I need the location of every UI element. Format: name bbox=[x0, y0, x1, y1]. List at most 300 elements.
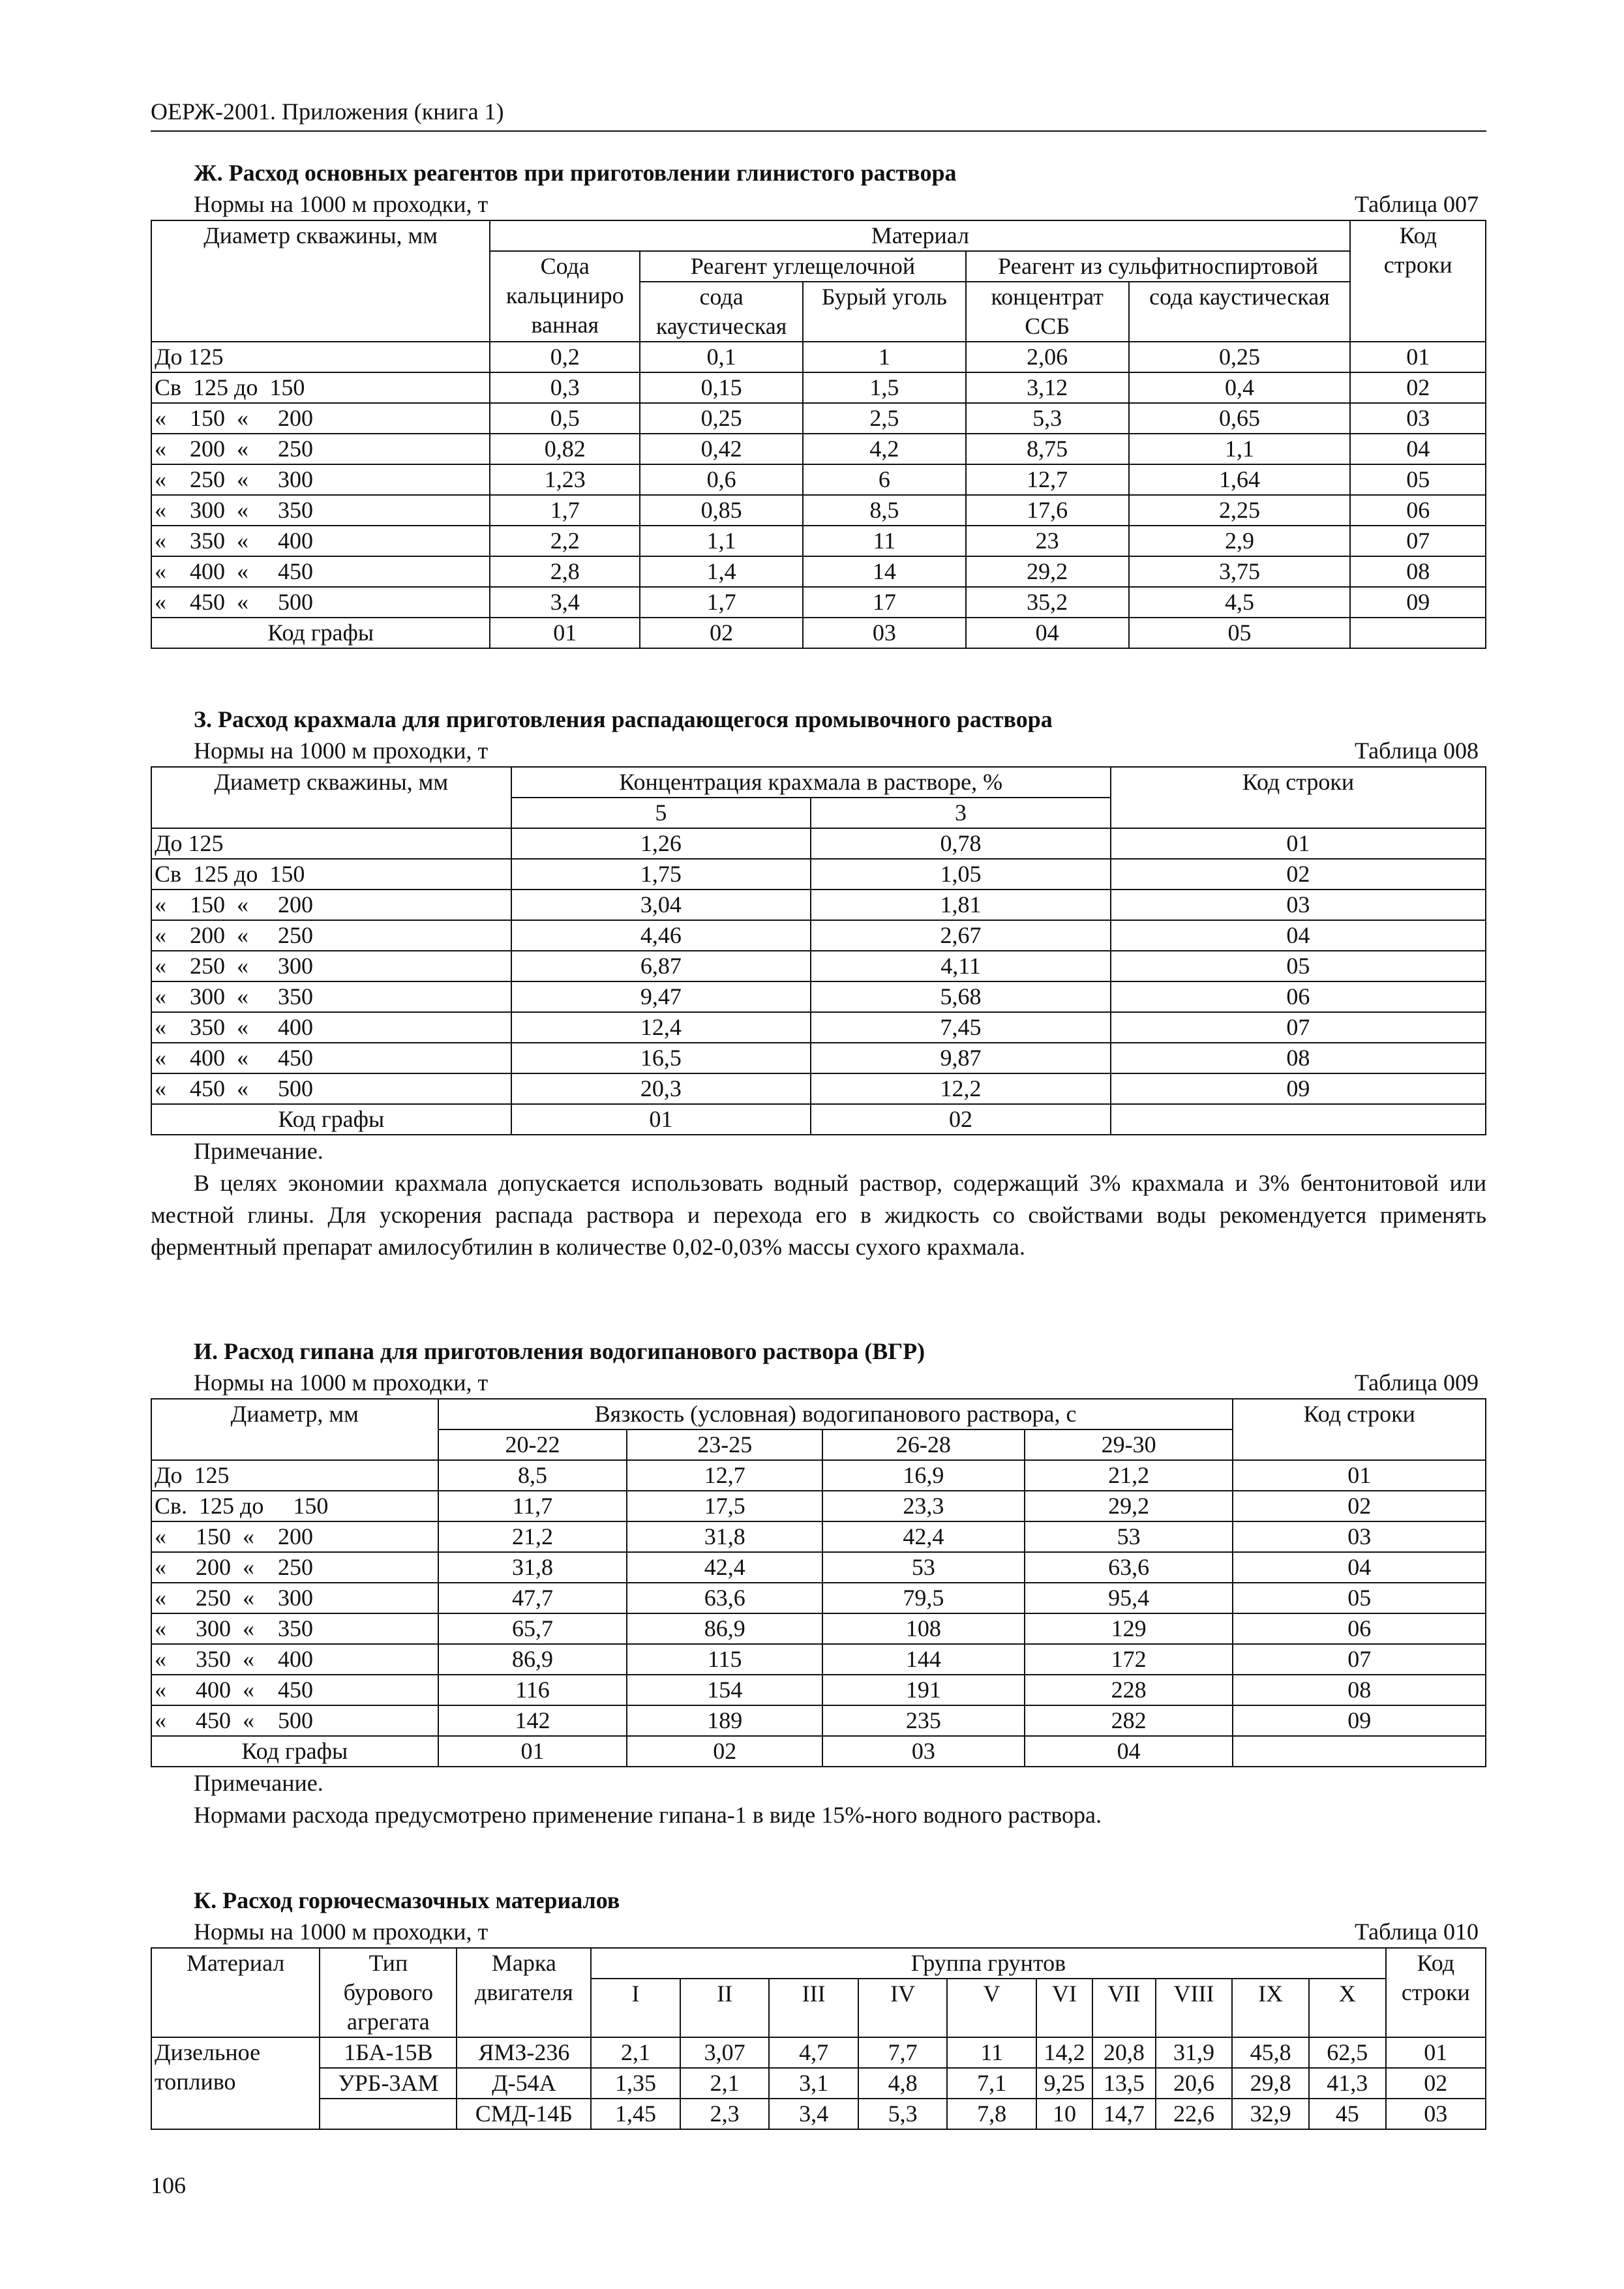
header-cell: Диаметр, мм bbox=[151, 1399, 438, 1460]
table-cell: 2,67 bbox=[811, 920, 1111, 951]
table-cell: 02 bbox=[1350, 372, 1486, 403]
table-cell: 0,6 bbox=[640, 464, 803, 495]
note-block bbox=[151, 1767, 1486, 1831]
norms-label: Нормы на 1000 м проходки, т bbox=[194, 1919, 489, 1945]
row-label-cell: « 250 « 300 bbox=[151, 951, 511, 981]
table-cell: 04 bbox=[966, 618, 1129, 648]
table-cell: 35,2 bbox=[966, 587, 1129, 618]
table-row bbox=[151, 1644, 1486, 1675]
header-cell: 26-28 bbox=[822, 1429, 1025, 1460]
table-cell: 9,47 bbox=[511, 981, 811, 1012]
table-cell: 4,2 bbox=[803, 434, 966, 464]
row-label-cell: « 200 « 250 bbox=[151, 920, 511, 951]
table-cell: 20,6 bbox=[1156, 2068, 1233, 2099]
row-label-cell: Св. 125 до 150 bbox=[151, 1491, 438, 1521]
table-cell: 4,5 bbox=[1129, 587, 1351, 618]
table-cell: 154 bbox=[627, 1675, 822, 1705]
table-cell: 21,2 bbox=[1025, 1460, 1233, 1491]
header-cell: Код строки bbox=[1350, 220, 1486, 342]
table-cell: 2,1 bbox=[680, 2068, 770, 2099]
table-cell: СМД-14Б bbox=[457, 2099, 591, 2129]
table-cell: 12,7 bbox=[627, 1460, 822, 1491]
table-cell: 0,15 bbox=[640, 372, 803, 403]
header-cell: Диаметр скважины, мм bbox=[151, 767, 511, 828]
table-cell: 235 bbox=[822, 1705, 1025, 1736]
table-cell: 191 bbox=[822, 1675, 1025, 1705]
row-label-cell: « 450 « 500 bbox=[151, 1073, 511, 1104]
table-cell: 53 bbox=[822, 1552, 1025, 1583]
table-cell: 03 bbox=[822, 1736, 1025, 1767]
table-cell: 2,9 bbox=[1129, 526, 1351, 556]
table-cell: 172 bbox=[1025, 1644, 1233, 1675]
row-label-cell: До 125 bbox=[151, 828, 511, 859]
table-row bbox=[151, 1675, 1486, 1705]
header-cell: Концентрация крахмала в растворе, % bbox=[511, 767, 1111, 798]
table-cell: 1БА-15В bbox=[320, 2037, 457, 2068]
table-cell: 12,4 bbox=[511, 1012, 811, 1043]
footer-row bbox=[151, 1736, 1486, 1767]
section-subtitle-row bbox=[151, 1367, 1486, 1398]
row-label-cell: Св 125 до 150 bbox=[151, 859, 511, 890]
table-cell: 9,87 bbox=[811, 1043, 1111, 1073]
header-cell: Код строки bbox=[1111, 767, 1486, 828]
table-cell: 1,23 bbox=[490, 464, 640, 495]
table-row bbox=[151, 1705, 1486, 1736]
table-cell: 7,8 bbox=[947, 2099, 1036, 2129]
table-cell: 0,3 bbox=[490, 372, 640, 403]
header-cell: Материал bbox=[151, 1948, 320, 2037]
table-cell: 06 bbox=[1111, 981, 1486, 1012]
table-cell: 14,7 bbox=[1092, 2099, 1156, 2129]
table-row bbox=[151, 1583, 1486, 1613]
table-cell: 45 bbox=[1309, 2099, 1386, 2129]
header-cell: Вязкость (условная) водогипанового раствора, с bbox=[438, 1399, 1233, 1429]
table-cell: 1,35 bbox=[591, 2068, 680, 2099]
table-cell: 1,1 bbox=[1129, 434, 1351, 464]
table-cell: 4,11 bbox=[811, 951, 1111, 981]
section-z bbox=[151, 704, 1486, 1263]
table-cell: 95,4 bbox=[1025, 1583, 1233, 1613]
table-cell: 0,85 bbox=[640, 495, 803, 526]
table-cell: 08 bbox=[1111, 1043, 1486, 1073]
table-cell: 05 bbox=[1129, 618, 1351, 648]
table-cell: 8,5 bbox=[803, 495, 966, 526]
table-cell: 31,9 bbox=[1156, 2037, 1233, 2068]
table-row bbox=[151, 587, 1486, 618]
table-cell: 02 bbox=[627, 1736, 822, 1767]
header-cell: Код строки bbox=[1233, 1399, 1486, 1460]
table-cell: 7,1 bbox=[947, 2068, 1036, 2099]
section-subtitle-row bbox=[151, 735, 1486, 766]
table-row bbox=[151, 434, 1486, 464]
row-label-cell: Код графы bbox=[151, 1104, 511, 1135]
table-cell: 29,2 bbox=[966, 556, 1129, 587]
table-cell: 2,25 bbox=[1129, 495, 1351, 526]
table-cell: 08 bbox=[1233, 1675, 1486, 1705]
row-label-cell: « 300 « 350 bbox=[151, 981, 511, 1012]
table-cell: 79,5 bbox=[822, 1583, 1025, 1613]
table-cell: 02 bbox=[1111, 859, 1486, 890]
row-label-cell: « 400 « 450 bbox=[151, 556, 490, 587]
header-cell: Реагент из сульфитноспиртовой bbox=[966, 251, 1351, 282]
row-label-cell: « 150 « 200 bbox=[151, 890, 511, 920]
row-label-cell: « 350 « 400 bbox=[151, 1644, 438, 1675]
row-label-cell: « 200 « 250 bbox=[151, 1552, 438, 1583]
table-cell: 0,2 bbox=[490, 342, 640, 372]
table-cell: 3,12 bbox=[966, 372, 1129, 403]
header-cell: 23-25 bbox=[627, 1429, 822, 1460]
table-cell bbox=[1350, 618, 1486, 648]
table-number: Таблица 008 bbox=[1355, 738, 1479, 764]
table-cell: 2,2 bbox=[490, 526, 640, 556]
table-cell: 01 bbox=[490, 618, 640, 648]
table-cell: 0,82 bbox=[490, 434, 640, 464]
table-cell: 01 bbox=[438, 1736, 627, 1767]
table-cell: 05 bbox=[1233, 1583, 1486, 1613]
table-row bbox=[151, 828, 1486, 859]
table-cell: 6,87 bbox=[511, 951, 811, 981]
table-row bbox=[151, 342, 1486, 372]
table-number: Таблица 007 bbox=[1355, 191, 1479, 217]
table-cell: 41,3 bbox=[1309, 2068, 1386, 2099]
table-cell: 0,42 bbox=[640, 434, 803, 464]
table-cell: 14,2 bbox=[1036, 2037, 1092, 2068]
table-cell: 8,75 bbox=[966, 434, 1129, 464]
table-row bbox=[151, 556, 1486, 587]
table-cell: 02 bbox=[1233, 1491, 1486, 1521]
header-cell: Бурый уголь bbox=[803, 282, 966, 342]
table-cell: 142 bbox=[438, 1705, 627, 1736]
table-cell: 62,5 bbox=[1309, 2037, 1386, 2068]
table-cell: 31,8 bbox=[627, 1521, 822, 1552]
table-cell: 1,75 bbox=[511, 859, 811, 890]
table-cell: 3,4 bbox=[769, 2099, 858, 2129]
table-cell: 03 bbox=[1111, 890, 1486, 920]
table-cell: 04 bbox=[1111, 920, 1486, 951]
table-cell bbox=[320, 2099, 457, 2129]
table-cell: 03 bbox=[1350, 403, 1486, 434]
header-cell: VII bbox=[1092, 1979, 1156, 2037]
table-cell: 4,8 bbox=[858, 2068, 948, 2099]
section-subtitle-row bbox=[151, 1916, 1486, 1947]
table-007 bbox=[151, 220, 1486, 649]
header-cell: Диаметр скважины, мм bbox=[151, 220, 490, 342]
header-cell: сода каустическая bbox=[1129, 282, 1351, 342]
table-cell: 228 bbox=[1025, 1675, 1233, 1705]
row-label-cell: « 200 « 250 bbox=[151, 434, 490, 464]
table-cell: 6 bbox=[803, 464, 966, 495]
table-cell: 1,64 bbox=[1129, 464, 1351, 495]
table-cell: 3,75 bbox=[1129, 556, 1351, 587]
header-cell: 3 bbox=[811, 798, 1111, 828]
table-number: Таблица 009 bbox=[1355, 1369, 1479, 1396]
table-cell: 06 bbox=[1350, 495, 1486, 526]
section-k bbox=[151, 1885, 1486, 2130]
table-009 bbox=[151, 1398, 1486, 1767]
table-row bbox=[151, 1012, 1486, 1043]
table-cell: 31,8 bbox=[438, 1552, 627, 1583]
table-cell: 1,5 bbox=[803, 372, 966, 403]
table-cell: 1,4 bbox=[640, 556, 803, 587]
table-cell: 04 bbox=[1350, 434, 1486, 464]
table-cell: 11,7 bbox=[438, 1491, 627, 1521]
table-cell: 2,8 bbox=[490, 556, 640, 587]
table-cell: 63,6 bbox=[627, 1583, 822, 1613]
table-cell: 04 bbox=[1233, 1552, 1486, 1583]
table-cell: 20,8 bbox=[1092, 2037, 1156, 2068]
table-row bbox=[151, 1073, 1486, 1104]
row-label-cell: « 400 « 450 bbox=[151, 1675, 438, 1705]
row-label-cell: Код графы bbox=[151, 618, 490, 648]
page-number: 106 bbox=[151, 2172, 186, 2198]
table-cell: 65,7 bbox=[438, 1613, 627, 1644]
table-row bbox=[151, 526, 1486, 556]
table-cell: 07 bbox=[1111, 1012, 1486, 1043]
section-zh bbox=[151, 157, 1486, 649]
row-label-cell: « 450 « 500 bbox=[151, 587, 490, 618]
row-label-cell: Код графы bbox=[151, 1736, 438, 1767]
header-rule bbox=[151, 130, 1486, 132]
section-title: Ж. Расход основных реагентов при приготовлении глинистого раствора bbox=[194, 160, 957, 186]
table-cell: 16,9 bbox=[822, 1460, 1025, 1491]
table-cell: 09 bbox=[1233, 1705, 1486, 1736]
row-label-cell: До 125 bbox=[151, 1460, 438, 1491]
table-cell: 4,46 bbox=[511, 920, 811, 951]
table-cell: 3,04 bbox=[511, 890, 811, 920]
table-cell: 3,4 bbox=[490, 587, 640, 618]
table-cell: 9,25 bbox=[1036, 2068, 1092, 2099]
table-cell: 42,4 bbox=[627, 1552, 822, 1583]
table-row bbox=[151, 1460, 1486, 1491]
table-008 bbox=[151, 766, 1486, 1135]
table-cell: 17,6 bbox=[966, 495, 1129, 526]
table-cell: 01 bbox=[1350, 342, 1486, 372]
table-cell: 4,7 bbox=[769, 2037, 858, 2068]
table-cell: 0,4 bbox=[1129, 372, 1351, 403]
running-header: ОЕРЖ-2001. Приложения (книга 1) bbox=[151, 98, 504, 125]
row-label-cell: « 450 « 500 bbox=[151, 1705, 438, 1736]
table-cell: 7,45 bbox=[811, 1012, 1111, 1043]
table-cell: 129 bbox=[1025, 1613, 1233, 1644]
table-cell: 42,4 bbox=[822, 1521, 1025, 1552]
table-row bbox=[151, 859, 1486, 890]
header-cell: V bbox=[947, 1979, 1036, 2037]
row-label-cell: До 125 bbox=[151, 342, 490, 372]
table-cell: 144 bbox=[822, 1644, 1025, 1675]
header-cell: Группа грунтов bbox=[591, 1948, 1385, 1979]
table-cell bbox=[1233, 1736, 1486, 1767]
table-cell: 11 bbox=[803, 526, 966, 556]
note-text: Нормами расхода предусмотрено применение гипана-1 в виде 15%-ного водного раствора. bbox=[194, 1802, 1102, 1828]
table-cell: 06 bbox=[1233, 1613, 1486, 1644]
header-cell: VI bbox=[1036, 1979, 1092, 2037]
row-label-cell: « 150 « 200 bbox=[151, 403, 490, 434]
table-row bbox=[151, 890, 1486, 920]
table-cell: 20,3 bbox=[511, 1073, 811, 1104]
section-title: К. Расход горючесмазочных материалов bbox=[194, 1887, 620, 1913]
table-cell: 3,07 bbox=[680, 2037, 770, 2068]
section-i bbox=[151, 1336, 1486, 1831]
table-cell: 63,6 bbox=[1025, 1552, 1233, 1583]
section-subtitle-row bbox=[151, 188, 1486, 220]
table-cell: 0,78 bbox=[811, 828, 1111, 859]
table-cell: 05 bbox=[1350, 464, 1486, 495]
table-cell: 1 bbox=[803, 342, 966, 372]
row-label-cell: « 250 « 300 bbox=[151, 464, 490, 495]
header-cell: II bbox=[680, 1979, 770, 2037]
table-cell: 10 bbox=[1036, 2099, 1092, 2129]
table-cell: 1,05 bbox=[811, 859, 1111, 890]
note-text: В целях экономии крахмала допускается использовать водный раствор, содержащий 3% крахмала и 3% бентонитовой или местной глины. Для ускорения распада раствора и перехода его в жидкость со свойствами воды рекомендуется применять ферментный препарат амилосубтилин в количестве 0,02-0,03% массы сухого крахмала. bbox=[151, 1170, 1486, 1260]
table-cell: 09 bbox=[1111, 1073, 1486, 1104]
row-label-cell: « 250 « 300 bbox=[151, 1583, 438, 1613]
table-cell: 189 bbox=[627, 1705, 822, 1736]
table-row bbox=[151, 1491, 1486, 1521]
table-cell: 1,1 bbox=[640, 526, 803, 556]
table-cell: 01 bbox=[1386, 2037, 1486, 2068]
table-cell: 11 bbox=[947, 2037, 1036, 2068]
table-cell: 5,68 bbox=[811, 981, 1111, 1012]
table-cell: 2,06 bbox=[966, 342, 1129, 372]
table-cell: 01 bbox=[1233, 1460, 1486, 1491]
header-cell: концентрат ССБ bbox=[966, 282, 1129, 342]
table-cell: 1,26 bbox=[511, 828, 811, 859]
table-cell: 2,3 bbox=[680, 2099, 770, 2129]
table-row bbox=[151, 1043, 1486, 1073]
header-cell: Код строки bbox=[1386, 1948, 1486, 2037]
table-cell: 01 bbox=[511, 1104, 811, 1135]
table-row bbox=[151, 1613, 1486, 1644]
table-row bbox=[151, 495, 1486, 526]
header-cell: Сода кальциниро ванная bbox=[490, 251, 640, 342]
table-cell: 32,9 bbox=[1232, 2099, 1309, 2129]
table-cell: 0,25 bbox=[640, 403, 803, 434]
header-cell: Марка двигателя bbox=[457, 1948, 591, 2037]
table-cell: 1,45 bbox=[591, 2099, 680, 2129]
row-label-cell: « 350 « 400 bbox=[151, 1012, 511, 1043]
table-010 bbox=[151, 1947, 1486, 2130]
table-cell: 47,7 bbox=[438, 1583, 627, 1613]
table-row bbox=[151, 372, 1486, 403]
table-cell: 03 bbox=[1386, 2099, 1486, 2129]
table-cell: 03 bbox=[803, 618, 966, 648]
table-cell: 0,1 bbox=[640, 342, 803, 372]
table-cell: 14 bbox=[803, 556, 966, 587]
header-cell: VIII bbox=[1156, 1979, 1233, 2037]
header-cell: IX bbox=[1232, 1979, 1309, 2037]
table-cell: 16,5 bbox=[511, 1043, 811, 1073]
row-label-cell: « 400 « 450 bbox=[151, 1043, 511, 1073]
note-label: Примечание. bbox=[194, 1138, 323, 1164]
table-cell: 17,5 bbox=[627, 1491, 822, 1521]
table-cell: 0,65 bbox=[1129, 403, 1351, 434]
table-cell: 8,5 bbox=[438, 1460, 627, 1491]
row-label-cell: « 300 « 350 bbox=[151, 1613, 438, 1644]
row-label-cell: « 150 « 200 bbox=[151, 1521, 438, 1552]
table-cell: 21,2 bbox=[438, 1521, 627, 1552]
table-cell: 04 bbox=[1025, 1736, 1233, 1767]
table-cell: 53 bbox=[1025, 1521, 1233, 1552]
row-label-cell: Св 125 до 150 bbox=[151, 372, 490, 403]
table-cell: 07 bbox=[1233, 1644, 1486, 1675]
table-cell: 1,81 bbox=[811, 890, 1111, 920]
header-cell: Тип бурового агрегата bbox=[320, 1948, 457, 2037]
table-cell: 22,6 bbox=[1156, 2099, 1233, 2129]
table-cell: 01 bbox=[1111, 828, 1486, 859]
table-cell: 05 bbox=[1111, 951, 1486, 981]
table-row bbox=[151, 920, 1486, 951]
note-block bbox=[151, 1135, 1486, 1263]
table-cell: 5,3 bbox=[858, 2099, 948, 2129]
table-cell: ЯМЗ-236 bbox=[457, 2037, 591, 2068]
note-label: Примечание. bbox=[194, 1770, 323, 1796]
table-cell: Д-54А bbox=[457, 2068, 591, 2099]
header-cell: Материал bbox=[490, 220, 1350, 251]
table-cell: 02 bbox=[811, 1104, 1111, 1135]
table-cell: 5,3 bbox=[966, 403, 1129, 434]
header-cell: IV bbox=[858, 1979, 948, 2037]
table-row bbox=[151, 1521, 1486, 1552]
table-cell: 282 bbox=[1025, 1705, 1233, 1736]
table-row bbox=[151, 951, 1486, 981]
table-row bbox=[151, 464, 1486, 495]
norms-label: Нормы на 1000 м проходки, т bbox=[194, 738, 489, 764]
table-cell: 45,8 bbox=[1232, 2037, 1309, 2068]
table-cell: 12,7 bbox=[966, 464, 1129, 495]
table-cell: 23,3 bbox=[822, 1491, 1025, 1521]
table-cell: УРБ-3АМ bbox=[320, 2068, 457, 2099]
header-cell: X bbox=[1309, 1979, 1386, 2037]
table-cell: 08 bbox=[1350, 556, 1486, 587]
table-cell: 116 bbox=[438, 1675, 627, 1705]
table-cell: 07 bbox=[1350, 526, 1486, 556]
row-label-cell: « 350 « 400 bbox=[151, 526, 490, 556]
table-cell: 7,7 bbox=[858, 2037, 948, 2068]
header-cell: I bbox=[591, 1979, 680, 2037]
table-cell: 23 bbox=[966, 526, 1129, 556]
footer-row bbox=[151, 1104, 1486, 1135]
table-cell: 29,8 bbox=[1232, 2068, 1309, 2099]
table-cell: 13,5 bbox=[1092, 2068, 1156, 2099]
table-cell: 1,7 bbox=[640, 587, 803, 618]
table-cell: 09 bbox=[1350, 587, 1486, 618]
table-cell: 02 bbox=[640, 618, 803, 648]
section-title: И. Расход гипана для приготовления водогипанового раствора (ВГР) bbox=[194, 1338, 925, 1364]
table-cell bbox=[1111, 1104, 1486, 1135]
footer-row bbox=[151, 618, 1486, 648]
header-cell: 5 bbox=[511, 798, 811, 828]
table-cell: 0,25 bbox=[1129, 342, 1351, 372]
section-title: З. Расход крахмала для приготовления распадающегося промывочного раствора bbox=[194, 706, 1053, 732]
table-cell: 12,2 bbox=[811, 1073, 1111, 1104]
table-row bbox=[151, 981, 1486, 1012]
table-row bbox=[151, 403, 1486, 434]
table-cell: 2,1 bbox=[591, 2037, 680, 2068]
table-cell: 86,9 bbox=[627, 1613, 822, 1644]
table-cell: 17 bbox=[803, 587, 966, 618]
row-label-cell: « 300 « 350 bbox=[151, 495, 490, 526]
table-cell: 108 bbox=[822, 1613, 1025, 1644]
table-cell: 1,7 bbox=[490, 495, 640, 526]
table-row bbox=[151, 1552, 1486, 1583]
table-cell: 115 bbox=[627, 1644, 822, 1675]
header-cell: 20-22 bbox=[438, 1429, 627, 1460]
table-cell: 03 bbox=[1233, 1521, 1486, 1552]
material-cell: Дизельное топливо bbox=[151, 2037, 320, 2129]
table-number: Таблица 010 bbox=[1355, 1919, 1479, 1945]
norms-label: Нормы на 1000 м проходки, т bbox=[194, 1369, 489, 1396]
header-cell: сода каустическая bbox=[640, 282, 803, 342]
